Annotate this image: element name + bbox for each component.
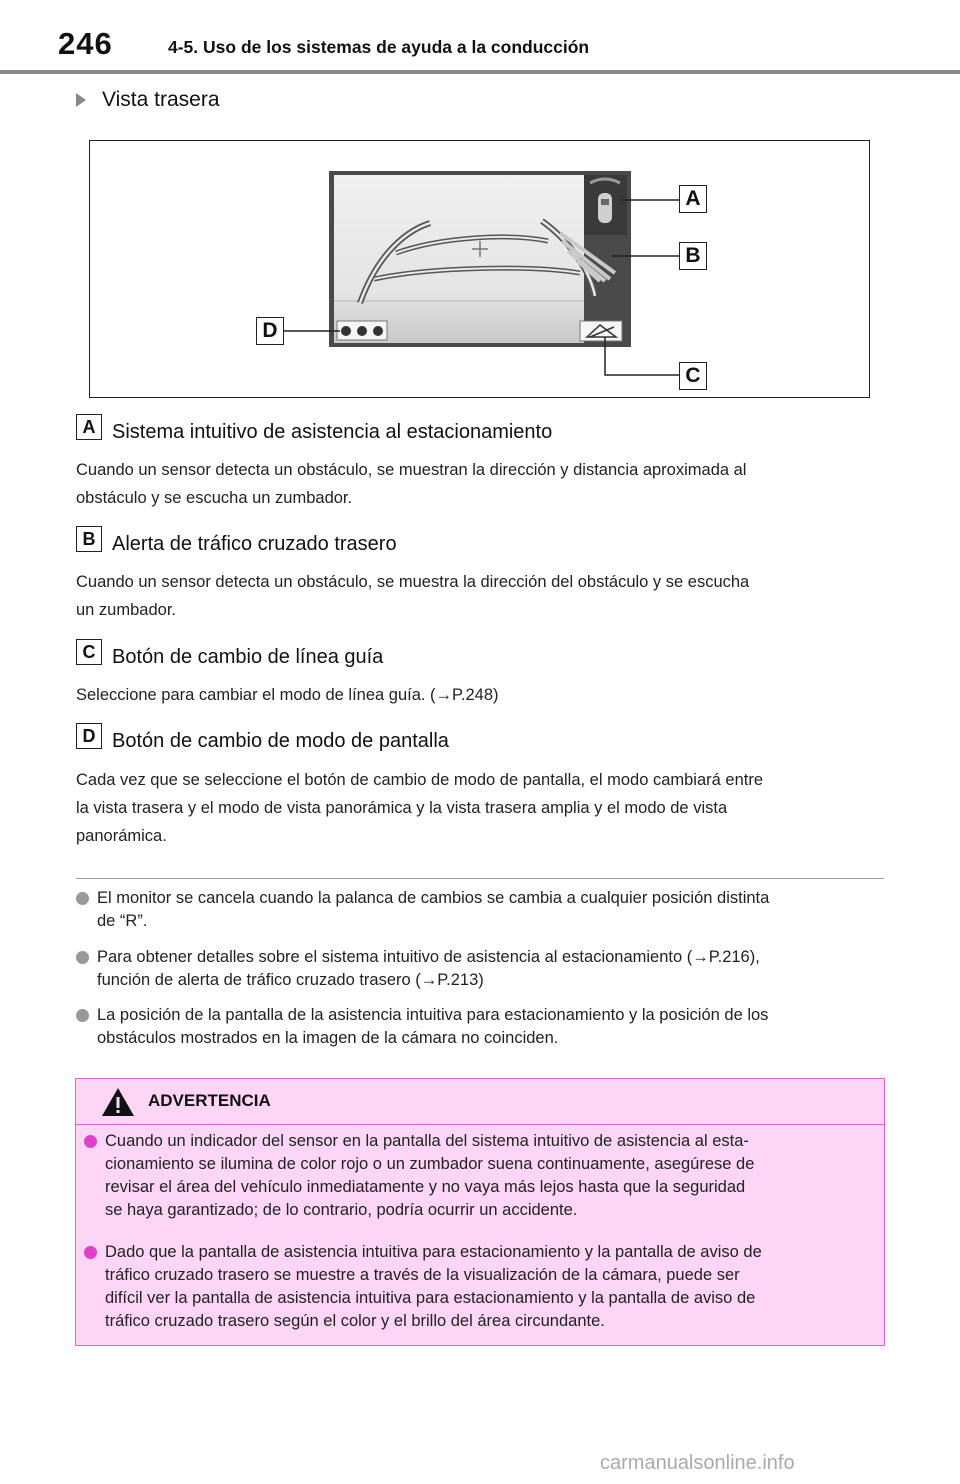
- body-line: Cada vez que se seleccione el botón de cambio de modo de pantalla, el modo cambiará entre: [76, 771, 764, 789]
- warning-line: Cuando un indicador del sensor en la pantalla del sistema intuitivo de asistencia al esta-: [105, 1132, 749, 1150]
- callout-a: A: [679, 185, 707, 213]
- watermark: carmanualsonline.info: [600, 1452, 795, 1474]
- warning-triangle-icon: [100, 1086, 136, 1118]
- section-a-heading: [76, 416, 553, 444]
- section-c-heading: [76, 641, 384, 669]
- note-item: [76, 887, 884, 933]
- section-title: Botón de cambio de línea guía: [112, 646, 384, 668]
- section-d-heading: [76, 725, 449, 753]
- note-line: Para obtener detalles sobre el sistema intuitivo de asistencia al estacionamiento (→P.216),: [97, 948, 760, 966]
- body-line: obstáculo y se escucha un zumbador.: [76, 489, 353, 507]
- warning-header: [76, 1079, 884, 1125]
- bullet-icon: [84, 1135, 97, 1148]
- guide-line-button-graphic: [580, 321, 622, 341]
- body-line: Seleccione para cambiar el modo de línea guía. (→P.248): [76, 686, 499, 704]
- section-badge: D: [76, 723, 102, 749]
- callout-d: D: [256, 317, 284, 345]
- view-label: [76, 88, 220, 112]
- section-badge: A: [76, 414, 102, 440]
- warning-line: difícil ver la pantalla de asistencia intuitiva para estacionamiento y la pantalla de aviso de: [105, 1289, 756, 1307]
- page-number: 246: [58, 26, 113, 61]
- warning-line: tráfico cruzado trasero se muestre a través de la visualización de la cámara, puede ser: [105, 1266, 740, 1284]
- note-line: función de alerta de tráfico cruzado trasero (→P.213): [97, 971, 484, 989]
- note-line: La posición de la pantalla de la asistencia intuitiva para estacionamiento y la posición de los: [97, 1006, 769, 1024]
- warning-item: [84, 1130, 874, 1222]
- section-badge: B: [76, 526, 102, 552]
- callout-b: B: [679, 242, 707, 270]
- car-icon: [598, 193, 612, 223]
- notes-divider: [76, 878, 884, 879]
- body-line: un zumbador.: [76, 601, 176, 619]
- section-a-body: [76, 456, 876, 512]
- chapter-title: 4-5. Uso de los sistemas de ayuda a la conducción: [168, 37, 590, 57]
- page-header: [0, 0, 960, 78]
- camera-image: [334, 175, 584, 343]
- body-line: la vista trasera y el modo de vista panorámica y la vista trasera amplia y el modo de vista: [76, 799, 728, 817]
- rear-view-figure: [89, 140, 870, 398]
- warning-item: [84, 1241, 874, 1333]
- note-item: [76, 1004, 884, 1050]
- triangle-bullet-icon: [76, 93, 86, 107]
- bullet-icon: [76, 951, 89, 964]
- section-c-body: [76, 681, 876, 709]
- body-line: panorámica.: [76, 827, 167, 845]
- section-b-heading: [76, 528, 397, 556]
- warning-box: [75, 1078, 885, 1346]
- section-title: Botón de cambio de modo de pantalla: [112, 730, 449, 752]
- section-b-body: [76, 568, 876, 624]
- warning-line: cionamiento se ilumina de color rojo o un zumbador suena continuamente, asegúrese de: [105, 1155, 755, 1173]
- section-d-body: [76, 766, 876, 850]
- section-title: Sistema intuitivo de asistencia al estacionamiento: [112, 421, 553, 443]
- warning-title: ADVERTENCIA: [148, 1091, 271, 1110]
- section-title: Alerta de tráfico cruzado trasero: [112, 533, 397, 555]
- warning-line: Dado que la pantalla de asistencia intuitiva para estacionamiento y la pantalla de aviso de: [105, 1243, 762, 1261]
- view-label-text: Vista trasera: [102, 88, 220, 111]
- bullet-icon: [76, 1009, 89, 1022]
- callout-c: C: [679, 362, 707, 390]
- warning-line: revisar el área del vehículo inmediatamente y no vaya más lejos hasta que la seguridad: [105, 1178, 746, 1196]
- note-line: El monitor se cancela cuando la palanca de cambios se cambia a cualquier posición distinta: [97, 889, 770, 907]
- note-line: obstáculos mostrados en la imagen de la cámara no coinciden.: [97, 1029, 559, 1047]
- warning-line: tráfico cruzado trasero según el color y el brillo del área circundante.: [105, 1312, 605, 1330]
- bullet-icon: [84, 1246, 97, 1259]
- note-line: de “R”.: [97, 912, 148, 930]
- body-line: Cuando un sensor detecta un obstáculo, se muestra la dirección del obstáculo y se escucha: [76, 573, 750, 591]
- warning-line: se haya garantizado; de lo contrario, podría ocurrir un accidente.: [105, 1201, 578, 1219]
- camera-display-illustration: [90, 141, 871, 399]
- section-badge: C: [76, 639, 102, 665]
- bullet-icon: [76, 892, 89, 905]
- header-divider: [0, 70, 960, 74]
- note-item: [76, 946, 884, 992]
- body-line: Cuando un sensor detecta un obstáculo, se muestran la dirección y distancia aproximada al: [76, 461, 747, 479]
